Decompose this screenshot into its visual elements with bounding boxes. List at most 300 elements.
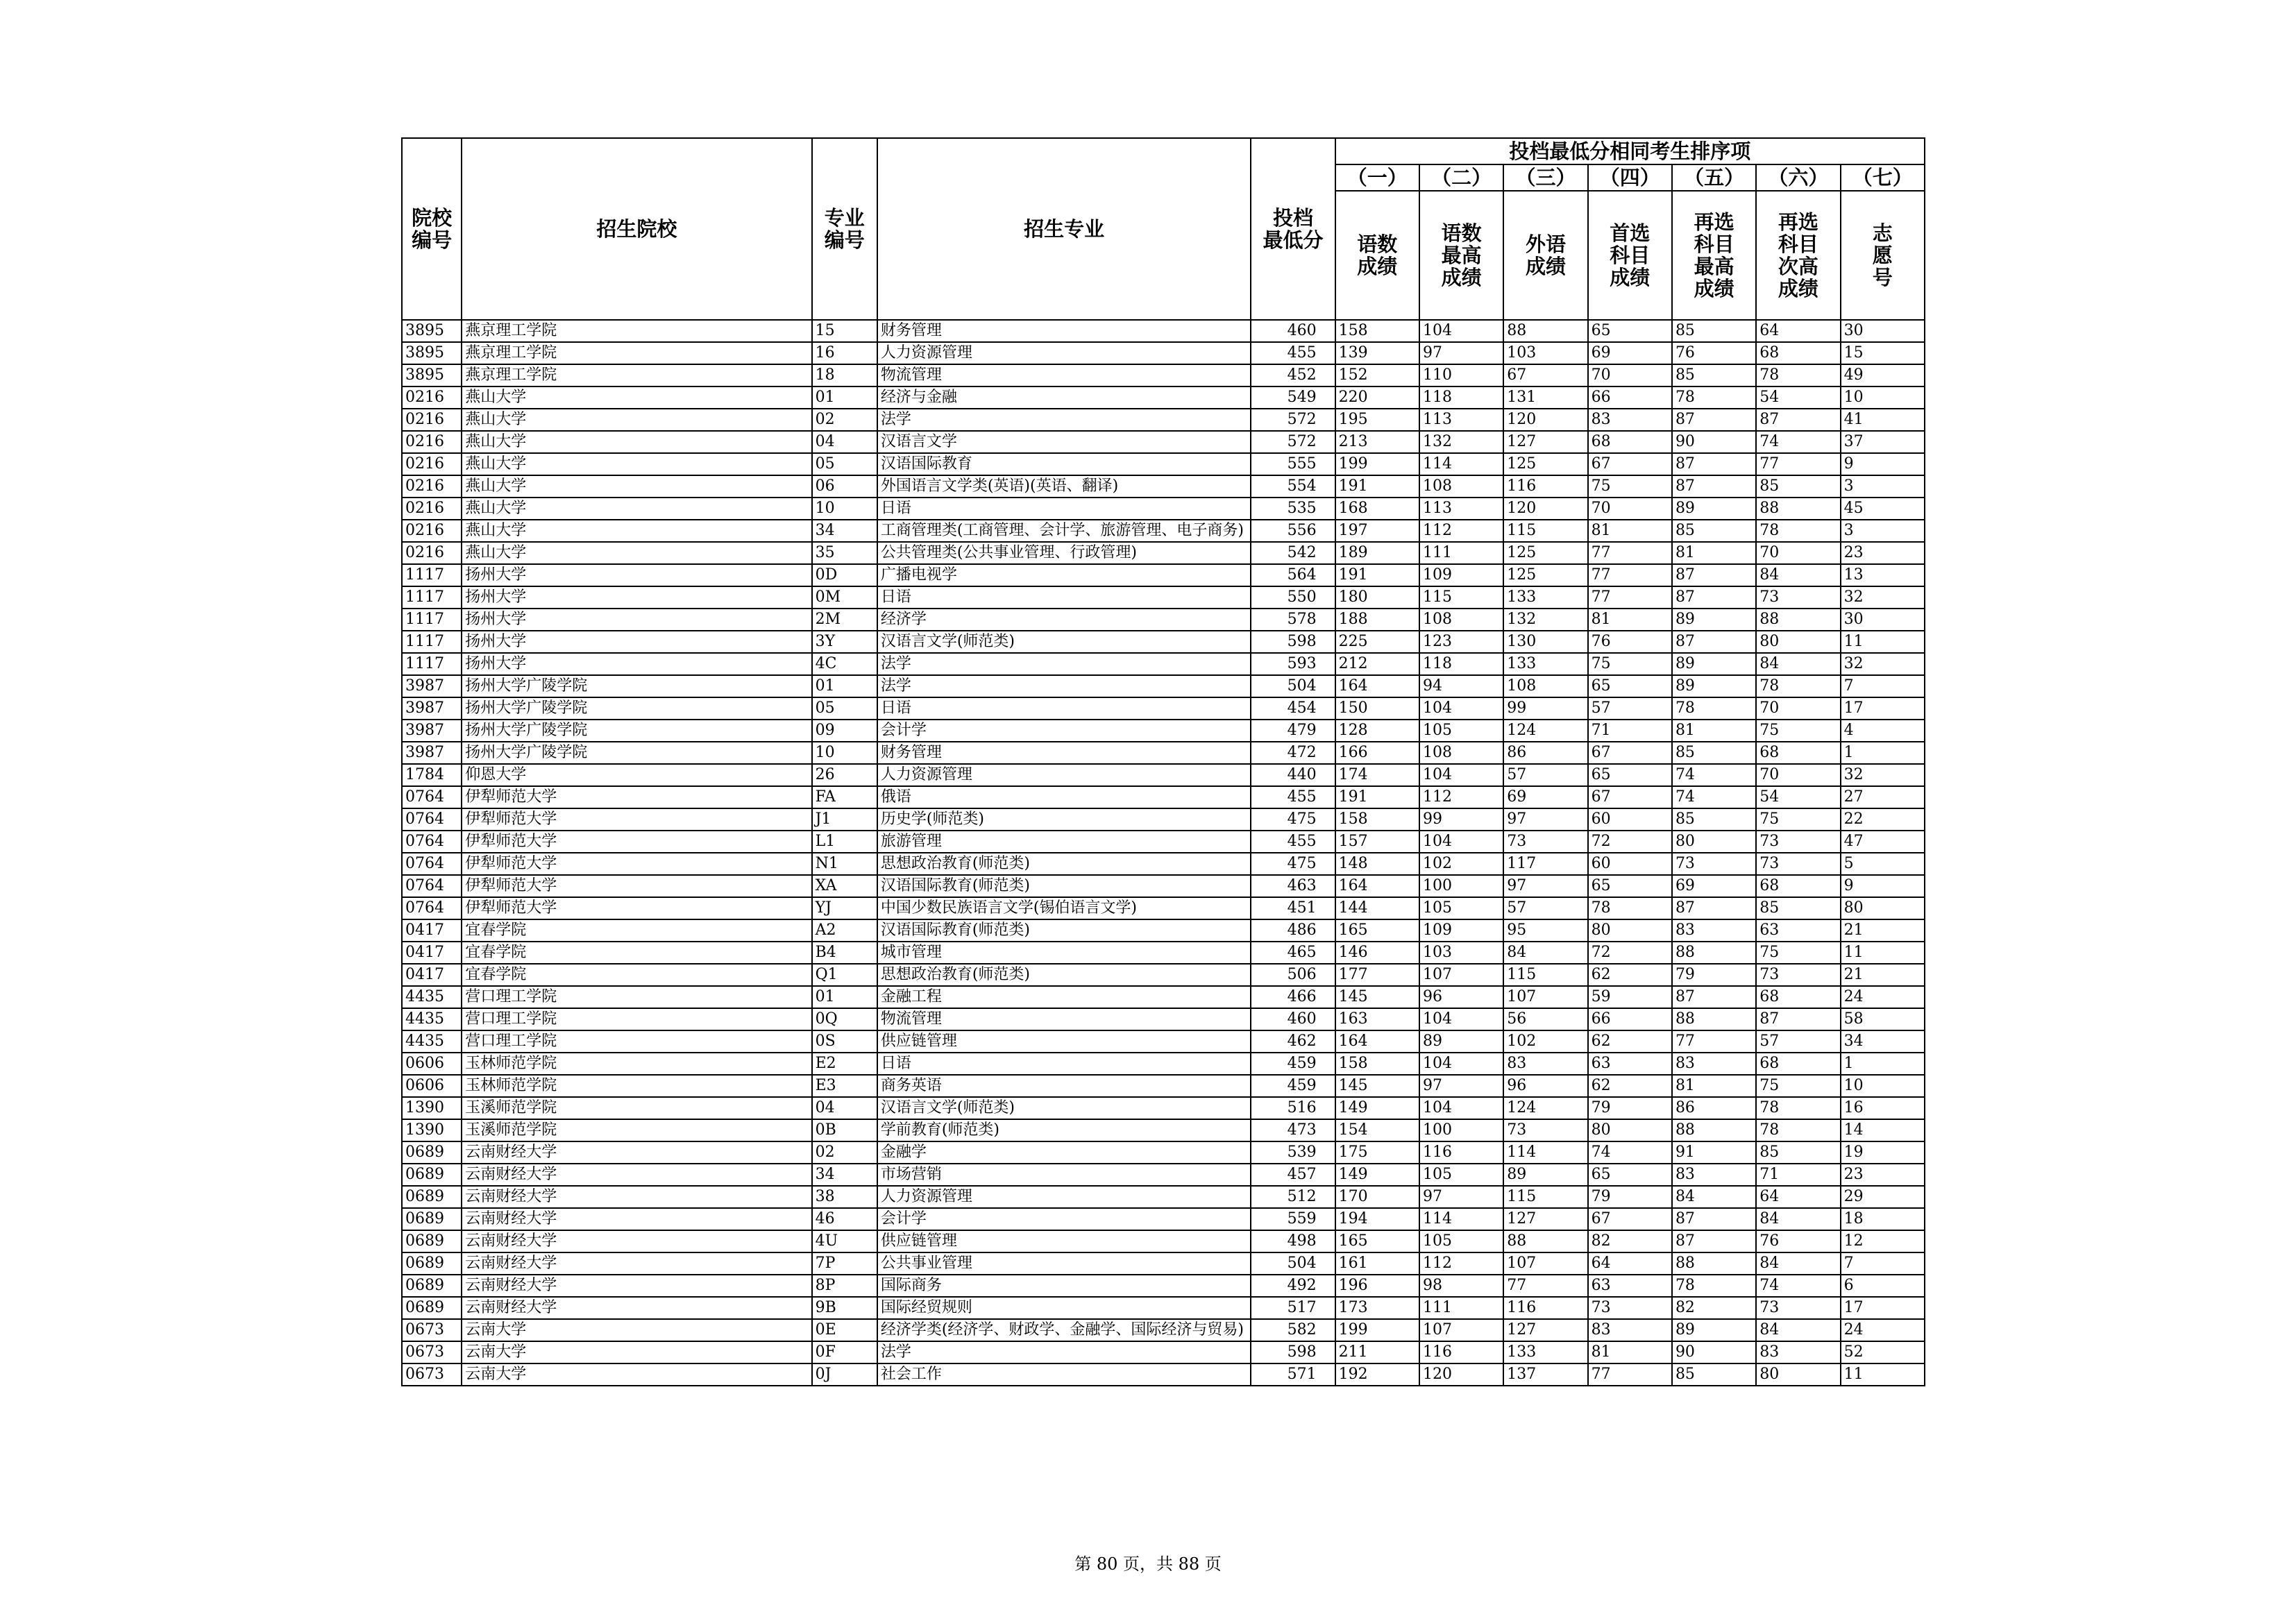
table-cell: 0D — [812, 564, 877, 586]
table-cell: 191 — [1335, 564, 1419, 586]
table-cell: 法学 — [877, 1341, 1251, 1363]
table-cell: 10 — [812, 742, 877, 764]
table-cell: 88 — [1756, 498, 1840, 520]
header-sort-index: （四） — [1588, 164, 1672, 191]
table-cell: 578 — [1251, 609, 1335, 631]
table-cell: 66 — [1588, 386, 1672, 409]
table-cell: 112 — [1419, 1252, 1503, 1275]
table-cell: 62 — [1588, 1075, 1672, 1097]
table-row — [402, 675, 1925, 697]
table-cell: 99 — [1503, 697, 1587, 720]
table-cell: 57 — [1503, 764, 1587, 786]
table-cell: 汉语国际教育(师范类) — [877, 919, 1251, 942]
table-cell: 127 — [1503, 1208, 1587, 1230]
table-cell: 81 — [1588, 609, 1672, 631]
table-cell: 158 — [1335, 808, 1419, 831]
table-cell: 78 — [1672, 1275, 1756, 1297]
table-cell: 3987 — [402, 697, 462, 720]
table-cell: 19 — [1841, 1141, 1925, 1164]
table-cell: 0M — [812, 586, 877, 609]
table-cell: 88 — [1672, 1252, 1756, 1275]
table-cell: 26 — [812, 764, 877, 786]
table-row — [402, 1164, 1925, 1186]
table-cell: 110 — [1419, 364, 1503, 386]
table-cell: 87 — [1756, 409, 1840, 431]
table-cell: 伊犁师范大学 — [462, 808, 811, 831]
table-cell: 108 — [1419, 609, 1503, 631]
table-cell: 88 — [1503, 320, 1587, 342]
table-cell: 46 — [812, 1208, 877, 1230]
table-cell: 公共管理类(公共事业管理、行政管理) — [877, 542, 1251, 564]
table-cell: 163 — [1335, 1008, 1419, 1030]
header-school-code: 院校 编号 — [402, 138, 462, 320]
table-cell: 68 — [1756, 342, 1840, 364]
table-cell: 58 — [1841, 1008, 1925, 1030]
table-cell: 4435 — [402, 1008, 462, 1030]
table-cell: FA — [812, 786, 877, 808]
table-cell: 582 — [1251, 1319, 1335, 1341]
table-cell: 88 — [1503, 1230, 1587, 1252]
table-cell: 法学 — [877, 409, 1251, 431]
table-cell: 88 — [1756, 609, 1840, 631]
header-sort-index: （六） — [1756, 164, 1840, 191]
table-cell: 88 — [1672, 1119, 1756, 1141]
table-cell: 3895 — [402, 320, 462, 342]
table-cell: 扬州大学 — [462, 586, 811, 609]
table-cell: 74 — [1756, 431, 1840, 453]
table-cell: 78 — [1588, 897, 1672, 919]
table-cell: 燕山大学 — [462, 520, 811, 542]
table-cell: 154 — [1335, 1119, 1419, 1141]
table-cell: 144 — [1335, 897, 1419, 919]
table-cell: 116 — [1503, 1297, 1587, 1319]
table-cell: 45 — [1841, 498, 1925, 520]
table-cell: 89 — [1672, 609, 1756, 631]
header-min-score: 投档 最低分 — [1251, 138, 1335, 320]
table-cell: 国际商务 — [877, 1275, 1251, 1297]
table-cell: 57 — [1756, 1030, 1840, 1053]
table-cell: 191 — [1335, 786, 1419, 808]
table-cell: 572 — [1251, 431, 1335, 453]
table-cell: 0606 — [402, 1075, 462, 1097]
table-cell: 0689 — [402, 1297, 462, 1319]
table-cell: 62 — [1588, 964, 1672, 986]
table-cell: 123 — [1419, 631, 1503, 653]
table-cell: 11 — [1841, 631, 1925, 653]
table-cell: 27 — [1841, 786, 1925, 808]
table-cell: 12 — [1841, 1230, 1925, 1252]
table-cell: 云南大学 — [462, 1319, 811, 1341]
table-cell: 燕山大学 — [462, 453, 811, 475]
table-cell: 85 — [1672, 1363, 1756, 1386]
table-cell: 17 — [1841, 697, 1925, 720]
table-cell: 175 — [1335, 1141, 1419, 1164]
table-cell: 0S — [812, 1030, 877, 1053]
table-cell: 96 — [1503, 1075, 1587, 1097]
table-row — [402, 1208, 1925, 1230]
header-sort-index: （七） — [1841, 164, 1925, 191]
table-row — [402, 1053, 1925, 1075]
table-cell: 83 — [1672, 1053, 1756, 1075]
table-cell: 65 — [1588, 875, 1672, 897]
table-cell: 152 — [1335, 364, 1419, 386]
table-cell: 1 — [1841, 742, 1925, 764]
table-cell: 扬州大学广陵学院 — [462, 697, 811, 720]
table-cell: 11 — [1841, 1363, 1925, 1386]
table-cell: 01 — [812, 386, 877, 409]
header-sort-label: 语数 成绩 — [1335, 191, 1419, 320]
table-cell: 1390 — [402, 1097, 462, 1119]
table-cell: 124 — [1503, 720, 1587, 742]
table-cell: 经济与金融 — [877, 386, 1251, 409]
table-cell: 479 — [1251, 720, 1335, 742]
table-cell: 79 — [1588, 1186, 1672, 1208]
table-cell: 1117 — [402, 631, 462, 653]
table-cell: 汉语言文学 — [877, 431, 1251, 453]
table-cell: 492 — [1251, 1275, 1335, 1297]
table-cell: 96 — [1419, 986, 1503, 1008]
table-cell: 16 — [812, 342, 877, 364]
table-cell: 100 — [1419, 875, 1503, 897]
table-cell: 24 — [1841, 1319, 1925, 1341]
table-cell: 564 — [1251, 564, 1335, 586]
table-cell: 燕山大学 — [462, 498, 811, 520]
table-cell: 汉语言文学(师范类) — [877, 1097, 1251, 1119]
table-cell: 459 — [1251, 1075, 1335, 1097]
table-cell: 105 — [1419, 720, 1503, 742]
table-cell: 7P — [812, 1252, 877, 1275]
header-sort-label: 外语 成绩 — [1503, 191, 1587, 320]
table-cell: 22 — [1841, 808, 1925, 831]
table-cell: 3 — [1841, 475, 1925, 498]
table-cell: 0216 — [402, 520, 462, 542]
table-cell: 0689 — [402, 1141, 462, 1164]
table-cell: 2M — [812, 609, 877, 631]
table-cell: 81 — [1588, 1341, 1672, 1363]
table-cell: 95 — [1503, 919, 1587, 942]
table-cell: 0764 — [402, 831, 462, 853]
table-cell: 02 — [812, 409, 877, 431]
table-cell: 经济学类(经济学、财政学、金融学、国际经济与贸易) — [877, 1319, 1251, 1341]
table-cell: 108 — [1503, 675, 1587, 697]
table-cell: 74 — [1672, 786, 1756, 808]
table-cell: 173 — [1335, 1297, 1419, 1319]
table-cell: 158 — [1335, 1053, 1419, 1075]
table-cell: 0689 — [402, 1252, 462, 1275]
table-cell: 85 — [1672, 320, 1756, 342]
table-cell: 108 — [1419, 742, 1503, 764]
table-cell: 1117 — [402, 653, 462, 675]
table-cell: 80 — [1588, 919, 1672, 942]
table-cell: 127 — [1503, 1319, 1587, 1341]
table-row — [402, 1186, 1925, 1208]
table-cell: 137 — [1503, 1363, 1587, 1386]
table-cell: 81 — [1672, 720, 1756, 742]
table-cell: 1117 — [402, 609, 462, 631]
table-cell: 65 — [1588, 675, 1672, 697]
table-cell: 83 — [1588, 1319, 1672, 1341]
table-cell: 燕山大学 — [462, 431, 811, 453]
table-row — [402, 697, 1925, 720]
table-row — [402, 1141, 1925, 1164]
table-cell: 1117 — [402, 564, 462, 586]
table-cell: 87 — [1672, 986, 1756, 1008]
table-cell: 104 — [1419, 320, 1503, 342]
table-cell: 玉溪师范学院 — [462, 1097, 811, 1119]
table-cell: 83 — [1756, 1341, 1840, 1363]
table-cell: 77 — [1588, 542, 1672, 564]
table-cell: 164 — [1335, 875, 1419, 897]
table-cell: 75 — [1756, 808, 1840, 831]
table-cell: 87 — [1672, 1230, 1756, 1252]
table-cell: 37 — [1841, 431, 1925, 453]
table-cell: 549 — [1251, 386, 1335, 409]
table-cell: 3895 — [402, 364, 462, 386]
table-cell: 1 — [1841, 1053, 1925, 1075]
table-row — [402, 1230, 1925, 1252]
table-cell: 0689 — [402, 1208, 462, 1230]
table-cell: 86 — [1503, 742, 1587, 764]
table-cell: 115 — [1503, 1186, 1587, 1208]
table-cell: 3Y — [812, 631, 877, 653]
table-cell: 88 — [1672, 942, 1756, 964]
table-cell: 70 — [1588, 498, 1672, 520]
table-cell: 云南财经大学 — [462, 1297, 811, 1319]
table-cell: E3 — [812, 1075, 877, 1097]
table-cell: 174 — [1335, 764, 1419, 786]
table-cell: 75 — [1756, 720, 1840, 742]
table-cell: 164 — [1335, 1030, 1419, 1053]
table-cell: 161 — [1335, 1252, 1419, 1275]
table-cell: 60 — [1588, 808, 1672, 831]
table-cell: 197 — [1335, 520, 1419, 542]
table-cell: 460 — [1251, 1008, 1335, 1030]
table-cell: 5 — [1841, 853, 1925, 875]
table-cell: 营口理工学院 — [462, 1030, 811, 1053]
table-cell: 34 — [1841, 1030, 1925, 1053]
table-row — [402, 609, 1925, 631]
table-cell: 78 — [1672, 697, 1756, 720]
table-cell: 营口理工学院 — [462, 1008, 811, 1030]
table-cell: 191 — [1335, 475, 1419, 498]
table-cell: 105 — [1419, 1230, 1503, 1252]
table-cell: 87 — [1672, 586, 1756, 609]
table-cell: 455 — [1251, 342, 1335, 364]
table-cell: 87 — [1756, 1008, 1840, 1030]
table-cell: 70 — [1756, 697, 1840, 720]
table-cell: 97 — [1503, 808, 1587, 831]
table-cell: 23 — [1841, 542, 1925, 564]
table-row — [402, 986, 1925, 1008]
table-cell: 593 — [1251, 653, 1335, 675]
table-cell: 457 — [1251, 1164, 1335, 1186]
table-cell: 16 — [1841, 1097, 1925, 1119]
table-cell: 157 — [1335, 831, 1419, 853]
table-cell: 81 — [1588, 520, 1672, 542]
table-cell: 63 — [1588, 1053, 1672, 1075]
table-cell: 72 — [1588, 942, 1672, 964]
table-cell: 燕山大学 — [462, 409, 811, 431]
table-cell: 法学 — [877, 653, 1251, 675]
table-cell: 66 — [1588, 1008, 1672, 1030]
table-row — [402, 475, 1925, 498]
table-cell: 73 — [1756, 964, 1840, 986]
table-cell: 70 — [1588, 364, 1672, 386]
table-cell: 扬州大学 — [462, 631, 811, 653]
table-cell: 伊犁师范大学 — [462, 875, 811, 897]
table-cell: 188 — [1335, 609, 1419, 631]
table-cell: 78 — [1672, 386, 1756, 409]
table-cell: 11 — [1841, 942, 1925, 964]
table-cell: 4435 — [402, 1030, 462, 1053]
table-cell: 73 — [1756, 586, 1840, 609]
table-cell: 68 — [1756, 986, 1840, 1008]
table-cell: 111 — [1419, 1297, 1503, 1319]
table-cell: 78 — [1756, 675, 1840, 697]
table-cell: 73 — [1756, 1297, 1840, 1319]
table-cell: 97 — [1503, 875, 1587, 897]
table-cell: 78 — [1756, 1097, 1840, 1119]
table-cell: 86 — [1672, 1097, 1756, 1119]
table-cell: 131 — [1503, 386, 1587, 409]
table-cell: 84 — [1756, 1252, 1840, 1275]
header-sort-group: 投档最低分相同考生排序项 — [1335, 138, 1925, 164]
table-cell: 114 — [1503, 1141, 1587, 1164]
table-cell: 市场营销 — [877, 1164, 1251, 1186]
table-cell: 104 — [1419, 697, 1503, 720]
table-cell: 165 — [1335, 919, 1419, 942]
table-cell: 0Q — [812, 1008, 877, 1030]
table-cell: 80 — [1756, 1363, 1840, 1386]
table-cell: 89 — [1672, 498, 1756, 520]
table-row — [402, 720, 1925, 742]
table-cell: 64 — [1756, 320, 1840, 342]
table-cell: 124 — [1503, 1097, 1587, 1119]
table-cell: 汉语国际教育 — [877, 453, 1251, 475]
table-cell: 72 — [1588, 831, 1672, 853]
table-cell: 32 — [1841, 586, 1925, 609]
table-cell: 189 — [1335, 542, 1419, 564]
table-cell: 10 — [1841, 1075, 1925, 1097]
table-cell: 146 — [1335, 942, 1419, 964]
table-cell: 02 — [812, 1141, 877, 1164]
table-cell: 104 — [1419, 1053, 1503, 1075]
table-cell: 472 — [1251, 742, 1335, 764]
table-cell: 49 — [1841, 364, 1925, 386]
table-cell: A2 — [812, 919, 877, 942]
table-cell: 150 — [1335, 697, 1419, 720]
header-sort-index: （二） — [1419, 164, 1503, 191]
table-cell: 财务管理 — [877, 320, 1251, 342]
table-cell: 75 — [1756, 942, 1840, 964]
table-cell: 0689 — [402, 1230, 462, 1252]
table-cell: 139 — [1335, 342, 1419, 364]
table-cell: 89 — [1503, 1164, 1587, 1186]
table-cell: 192 — [1335, 1363, 1419, 1386]
table-cell: 71 — [1756, 1164, 1840, 1186]
table-cell: 05 — [812, 697, 877, 720]
table-cell: 历史学(师范类) — [877, 808, 1251, 831]
table-cell: 87 — [1672, 409, 1756, 431]
table-row — [402, 742, 1925, 764]
table-cell: 91 — [1672, 1141, 1756, 1164]
table-cell: 32 — [1841, 653, 1925, 675]
table-cell: 104 — [1419, 1097, 1503, 1119]
table-cell: 130 — [1503, 631, 1587, 653]
table-cell: 79 — [1588, 1097, 1672, 1119]
table-cell: N1 — [812, 853, 877, 875]
table-cell: 0689 — [402, 1186, 462, 1208]
table-cell: 宜春学院 — [462, 964, 811, 986]
table-cell: 89 — [1672, 1319, 1756, 1341]
table-cell: 34 — [812, 1164, 877, 1186]
table-cell: 102 — [1419, 853, 1503, 875]
table-cell: 69 — [1672, 875, 1756, 897]
table-cell: 燕京理工学院 — [462, 364, 811, 386]
table-cell: 4C — [812, 653, 877, 675]
table-cell: 71 — [1588, 720, 1672, 742]
table-row — [402, 1119, 1925, 1141]
table-cell: 32 — [1841, 764, 1925, 786]
table-cell: 60 — [1588, 853, 1672, 875]
table-row — [402, 764, 1925, 786]
table-cell: 211 — [1335, 1341, 1419, 1363]
table-cell: 77 — [1588, 586, 1672, 609]
table-cell: 0B — [812, 1119, 877, 1141]
table-cell: 30 — [1841, 320, 1925, 342]
table-cell: 506 — [1251, 964, 1335, 986]
table-cell: 35 — [812, 542, 877, 564]
table-cell: 97 — [1419, 1186, 1503, 1208]
table-cell: 459 — [1251, 1053, 1335, 1075]
header-sort-label: 语数 最高 成绩 — [1419, 191, 1503, 320]
table-cell: 120 — [1503, 498, 1587, 520]
table-cell: 87 — [1672, 897, 1756, 919]
table-row — [402, 1075, 1925, 1097]
table-cell: 人力资源管理 — [877, 342, 1251, 364]
table-cell: 21 — [1841, 964, 1925, 986]
table-cell: 555 — [1251, 453, 1335, 475]
table-cell: 13 — [1841, 564, 1925, 586]
table-row — [402, 1297, 1925, 1319]
table-cell: 78 — [1756, 1119, 1840, 1141]
table-cell: 扬州大学广陵学院 — [462, 742, 811, 764]
table-cell: 85 — [1756, 475, 1840, 498]
table-cell: 109 — [1419, 564, 1503, 586]
table-cell: 194 — [1335, 1208, 1419, 1230]
table-cell: 84 — [1672, 1186, 1756, 1208]
table-row — [402, 786, 1925, 808]
table-cell: 504 — [1251, 1252, 1335, 1275]
table-row — [402, 964, 1925, 986]
table-cell: 0673 — [402, 1319, 462, 1341]
table-cell: 3987 — [402, 720, 462, 742]
table-cell: 118 — [1419, 386, 1503, 409]
table-cell: 人力资源管理 — [877, 764, 1251, 786]
table-cell: 6 — [1841, 1275, 1925, 1297]
table-cell: 73 — [1588, 1297, 1672, 1319]
table-cell: 会计学 — [877, 1208, 1251, 1230]
table-cell: 64 — [1756, 1186, 1840, 1208]
table-cell: 1784 — [402, 764, 462, 786]
table-cell: 云南财经大学 — [462, 1164, 811, 1186]
table-row — [402, 897, 1925, 919]
table-cell: 04 — [812, 1097, 877, 1119]
table-cell: 133 — [1503, 586, 1587, 609]
table-cell: 0673 — [402, 1363, 462, 1386]
table-cell: 0F — [812, 1341, 877, 1363]
table-row — [402, 386, 1925, 409]
